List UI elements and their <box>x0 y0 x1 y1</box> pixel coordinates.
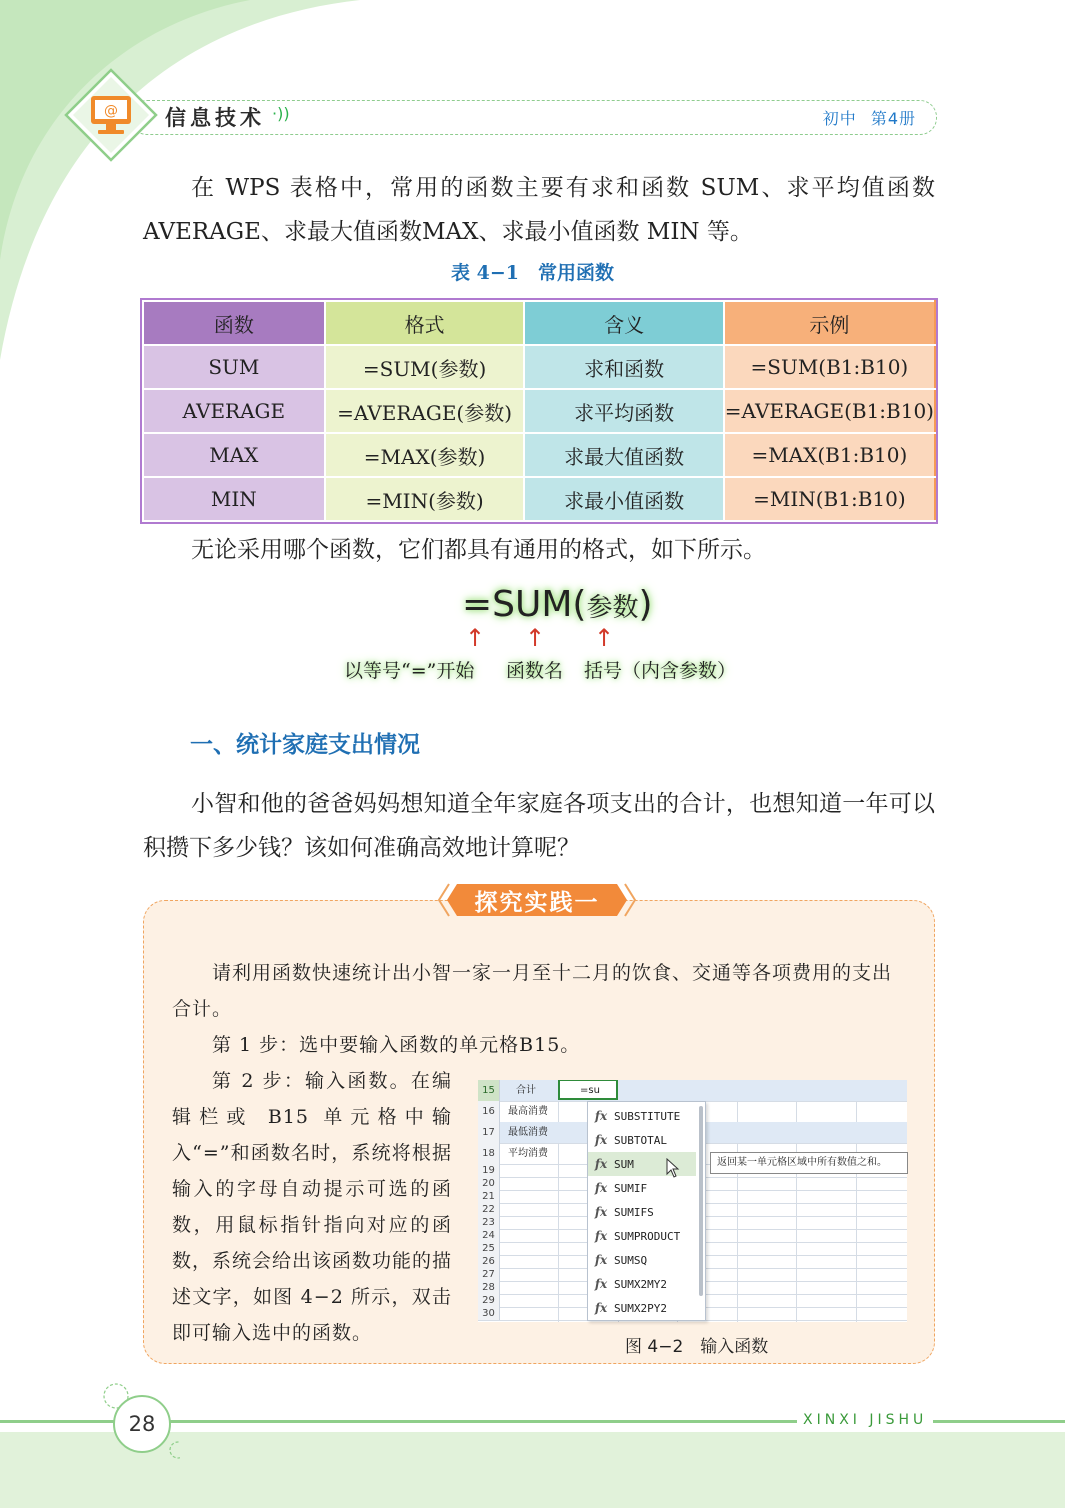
function-suggestion-dropdown[interactable] <box>587 1101 706 1321</box>
row-number: 19 <box>478 1164 500 1177</box>
explore-tag-label: 探究实践一 <box>474 890 600 916</box>
suggestion-item[interactable]: fx SUMPRODUCT <box>588 1224 696 1248</box>
formula-head: =SUM( <box>462 584 587 625</box>
mouse-pointer-icon <box>666 1158 680 1178</box>
row-number: 18 <box>478 1143 500 1164</box>
formula-example <box>462 584 653 625</box>
suggestion-item[interactable]: fx SUBSTITUTE <box>588 1104 696 1128</box>
fx-icon: fx <box>594 1277 608 1291</box>
table-row <box>143 477 935 521</box>
table-cell: =SUM(参数) <box>325 345 525 389</box>
row-number: 26 <box>478 1255 500 1268</box>
suggestion-item[interactable]: fx SUMX2PY2 <box>588 1296 696 1320</box>
table-cell: =MIN(B1:B10) <box>724 477 935 521</box>
table-cell: MAX <box>143 433 325 477</box>
fx-icon: fx <box>594 1133 608 1147</box>
sheet-row[interactable] <box>478 1080 907 1102</box>
suggestion-item[interactable]: fx SUMIFS <box>588 1200 696 1224</box>
row-number: 23 <box>478 1216 500 1229</box>
row-number: 21 <box>478 1190 500 1203</box>
table-cell: =MAX(B1:B10) <box>724 433 935 477</box>
row-number: 29 <box>478 1294 500 1307</box>
row-number: 17 <box>478 1122 500 1143</box>
table-row <box>143 389 935 433</box>
row-number: 22 <box>478 1203 500 1216</box>
function-tooltip: 返回某一单元格区域中所有数值之和。 <box>710 1152 908 1174</box>
explore-step2: 第 2 步：输入函数。在编辑栏或 B15 单元格中输入“=”和函数名时，系统将根据输入的字母自动提示可选的函数，用鼠标指针指向对应的函数，系统会给出该函数功能的描述文字，如图 4−2 所示，双击即可输入选中的函数。 <box>172 1070 453 1344</box>
table-cell: 求平均函数 <box>524 389 723 433</box>
row-number: 15 <box>478 1080 500 1101</box>
formula-label-equals: 以等号“=”开始 <box>344 660 475 682</box>
dropdown-scrollbar[interactable] <box>699 1106 703 1296</box>
formula-argument: 参数 <box>586 593 639 623</box>
figure-caption: 图 4−2 输入函数 <box>625 1337 769 1357</box>
row-number: 20 <box>478 1177 500 1190</box>
cell-b15-editing[interactable]: =su <box>558 1080 618 1100</box>
volume-label: 第4册 <box>870 109 916 128</box>
table-cell: =MAX(参数) <box>325 433 525 477</box>
grade-label: 初中 <box>822 109 857 128</box>
table-cell: =SUM(B1:B10) <box>724 345 935 389</box>
fx-icon: fx <box>594 1205 608 1219</box>
table-caption: 表 4−1 常用函数 <box>451 262 614 284</box>
table-cell: AVERAGE <box>143 389 325 433</box>
fx-icon: fx <box>594 1109 608 1123</box>
svg-text:@: @ <box>104 103 118 119</box>
fx-icon: fx <box>594 1229 608 1243</box>
section-title: 一、统计家庭支出情况 <box>190 731 420 758</box>
row-number: 28 <box>478 1281 500 1294</box>
table-cell: 求最大值函数 <box>524 433 723 477</box>
functions-table <box>142 300 936 522</box>
suggestion-item[interactable]: fx SUMX2MY2 <box>588 1272 696 1296</box>
computer-icon <box>64 68 158 162</box>
fx-icon: fx <box>594 1157 608 1171</box>
explore-step1: 第 1 步：选中要输入函数的单元格B15。 <box>212 1034 581 1056</box>
table-cell: =MIN(参数) <box>325 477 525 521</box>
fx-icon: fx <box>594 1253 608 1267</box>
table-cell: =AVERAGE(参数) <box>325 389 525 433</box>
cell-a16[interactable]: 最高消费 <box>508 1106 548 1117</box>
formula-label-name: 函数名 <box>506 660 564 682</box>
table-cell: 求和函数 <box>524 345 723 389</box>
row-number: 25 <box>478 1242 500 1255</box>
cell-a18[interactable]: 平均消费 <box>508 1148 548 1159</box>
table-header-cell: 函数 <box>143 301 325 345</box>
book-title: 信息技术 <box>165 106 265 130</box>
formula-close: ) <box>638 584 653 625</box>
table-row <box>143 433 935 477</box>
formula-label-brackets: 括号（内含参数） <box>584 660 737 682</box>
fx-icon: fx <box>594 1181 608 1195</box>
arrow-up-icon: ↑ <box>594 624 615 652</box>
table-cell: MIN <box>143 477 325 521</box>
section-paragraph: 小智和他的爸爸妈妈想知道全年家庭各项支出的合计，也想知道一年可以积攒下多少钱？该如何准确高效地计算呢？ <box>143 791 935 861</box>
row-number: 27 <box>478 1268 500 1281</box>
arrow-up-icon: ↑ <box>525 624 546 652</box>
suggestion-item[interactable]: fx SUMSQ <box>588 1248 696 1272</box>
table-cell: 求最小值函数 <box>524 477 723 521</box>
intro-paragraph: 在 WPS 表格中，常用的函数主要有求和函数 SUM、求平均值函数 AVERAGE、求最大值函数MAX、求最小值函数 MIN 等。 <box>143 175 935 245</box>
row-number: 30 <box>478 1307 500 1320</box>
row-number: 24 <box>478 1229 500 1242</box>
table-cell: SUM <box>143 345 325 389</box>
table-cell: =AVERAGE(B1:B10) <box>724 389 935 433</box>
cell-a17[interactable]: 最低消费 <box>508 1127 548 1138</box>
fx-icon: fx <box>594 1301 608 1315</box>
suggestion-item-selected[interactable]: fx SUM <box>588 1152 696 1176</box>
row-number: 16 <box>478 1101 500 1122</box>
cell-a15[interactable]: 合计 <box>516 1085 536 1096</box>
arrow-up-icon: ↑ <box>465 624 486 652</box>
suggestion-item[interactable]: fx SUBTOTAL <box>588 1128 696 1152</box>
table-header-row <box>143 301 935 345</box>
page-number: 28 <box>113 1395 171 1453</box>
table-row <box>143 345 935 389</box>
table-header-cell: 含义 <box>524 301 723 345</box>
grade-volume <box>809 106 916 129</box>
table-header-cell: 格式 <box>325 301 525 345</box>
suggestion-item[interactable]: fx SUMIF <box>588 1176 696 1200</box>
explore-task: 请利用函数快速统计出小智一家一月至十二月的饮食、交通等各项费用的支出合计。 <box>172 962 893 1020</box>
footer-wordmark: XINXI JISHU <box>797 1412 933 1428</box>
table-header-cell: 示例 <box>724 301 935 345</box>
signal-icon: ·)) <box>272 104 290 123</box>
format-note: 无论采用哪个函数，它们都具有通用的格式，如下所示。 <box>191 537 766 563</box>
